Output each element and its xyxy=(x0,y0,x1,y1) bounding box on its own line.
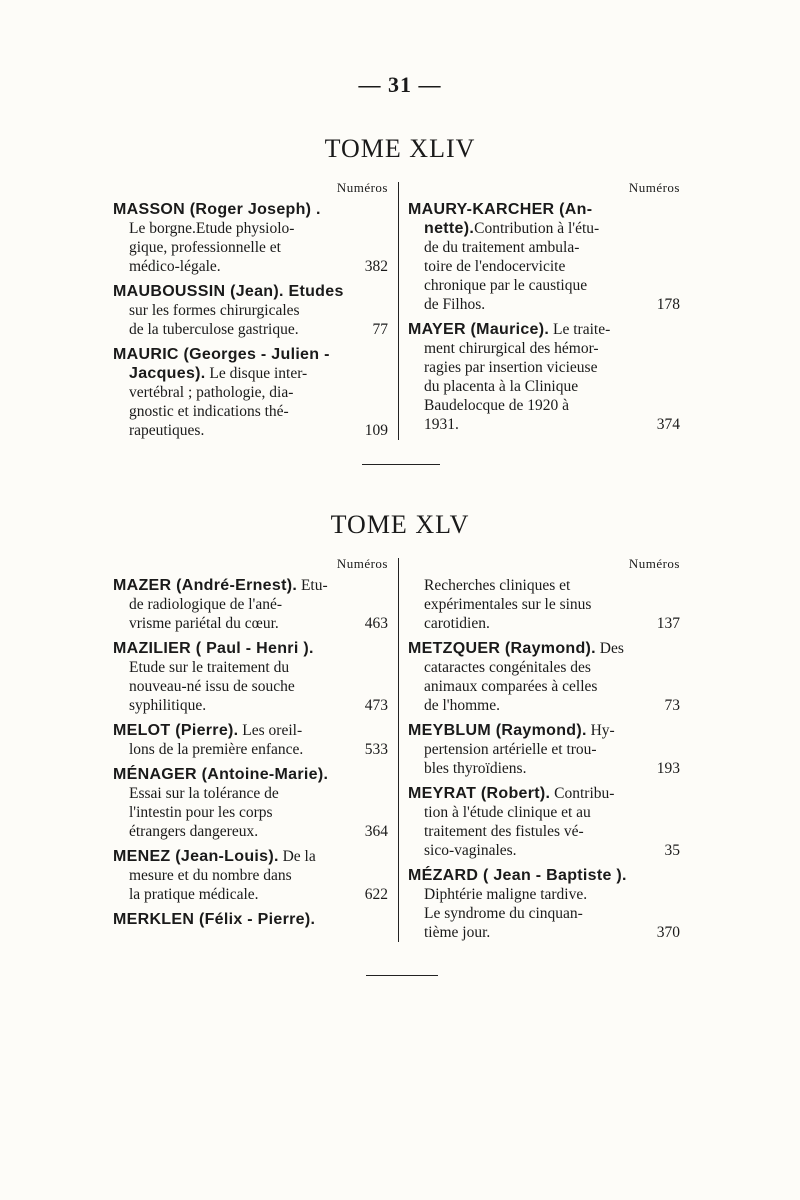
author-name: MEYBLUM (Raymond). xyxy=(408,722,587,739)
issue-number: 364 xyxy=(364,823,388,840)
entry-title-line: chronique par le caustique xyxy=(424,277,588,294)
entry-title-text: Les oreil- xyxy=(238,722,303,739)
entry-title-line: carotidien. xyxy=(424,615,490,632)
entry-title-line: syphilitique. xyxy=(129,697,207,714)
author-name: MENEZ (Jean-Louis). xyxy=(113,848,279,865)
issue-number: 77 xyxy=(372,321,388,338)
index-entry xyxy=(113,910,388,929)
index-entry xyxy=(113,345,388,440)
index-entry xyxy=(113,721,388,759)
entry-title-line: du placenta à la Clinique xyxy=(424,378,579,395)
entry-title-line: lons de la première enfance. xyxy=(129,741,304,758)
issue-number: 533 xyxy=(364,741,388,758)
issue-number: 463 xyxy=(364,615,388,632)
section-rule xyxy=(366,975,438,976)
author-name: MAYER (Maurice). xyxy=(408,321,550,338)
issue-number: 622 xyxy=(364,886,388,903)
entry-title-line: sico-vaginales. xyxy=(424,842,517,859)
entry-title-line: cataractes congénitales des xyxy=(424,659,591,676)
author-name: MÉNAGER (Antoine-Marie). xyxy=(113,766,329,783)
entry-title-line: ragies par insertion vicieuse xyxy=(424,359,598,376)
entry-title-line: animaux comparées à celles xyxy=(424,678,598,695)
entry-title-line: de Filhos. xyxy=(424,296,486,313)
index-entry xyxy=(113,282,388,339)
entry-title-line: Baudelocque de 1920 à xyxy=(424,397,570,414)
issue-number: 193 xyxy=(656,760,680,777)
entry-title-line: tième jour. xyxy=(424,924,491,941)
entry-title-line: pertension artérielle et trou- xyxy=(424,741,597,758)
entry-title-line: expérimentales sur le sinus xyxy=(424,596,592,613)
issue-number: 382 xyxy=(364,258,388,275)
entry-title-line: mesure et du nombre dans xyxy=(129,867,292,884)
entry-title-line: Diphtérie maligne tardive. xyxy=(424,886,588,903)
column-divider xyxy=(398,182,399,440)
issue-number: 370 xyxy=(656,924,680,941)
issue-number: 137 xyxy=(656,615,680,632)
entry-title-line: vertébral ; pathologie, dia- xyxy=(129,384,294,401)
author-name: nette). xyxy=(424,220,475,237)
page-number: — 31 — xyxy=(358,72,442,97)
author-name: MERKLEN (Félix - Pierre). xyxy=(113,911,316,928)
entry-title-line: Recherches cliniques et xyxy=(424,577,571,594)
left-column xyxy=(113,556,388,935)
entry-title-line: de l'homme. xyxy=(424,697,500,714)
author-name: METZQUER (Raymond). xyxy=(408,640,596,657)
index-entry xyxy=(113,639,388,715)
index-entry xyxy=(408,200,680,314)
author-name: MEYRAT (Robert). xyxy=(408,785,551,802)
index-entry xyxy=(113,847,388,904)
entry-title-line: rapeutiques. xyxy=(129,422,205,439)
entry-title-line: bles thyroïdiens. xyxy=(424,760,527,777)
author-name: Jacques). xyxy=(129,365,206,382)
index-entry xyxy=(408,576,680,633)
right-column xyxy=(408,556,680,948)
entry-title-text: Des xyxy=(595,640,624,657)
author-name: MAURIC (Georges - Julien - xyxy=(113,346,330,363)
author-name: MÉZARD ( Jean - Baptiste ). xyxy=(408,867,627,884)
entry-title-line: étrangers dangereux. xyxy=(129,823,259,840)
entry-title-line: l'intestin pour les corps xyxy=(129,804,273,821)
index-entry xyxy=(408,866,680,942)
entry-title-text: Le traite- xyxy=(549,321,611,338)
column-header: Numéros xyxy=(628,556,680,571)
entry-title-text: Contribu- xyxy=(550,785,615,802)
entry-title-line: ment chirurgical des hémor- xyxy=(424,340,599,357)
issue-number: 178 xyxy=(656,296,680,313)
issue-number: 473 xyxy=(364,697,388,714)
entry-title-line: de radiologique de l'ané- xyxy=(129,596,282,613)
entry-title-text: Contribution à l'étu- xyxy=(474,220,600,237)
entry-title-line: Le syndrome du cinquan- xyxy=(424,905,583,922)
tome-title: TOME XLV xyxy=(330,510,470,539)
entry-title-line: 1931. xyxy=(424,416,459,433)
index-entry xyxy=(113,765,388,841)
index-entry xyxy=(408,721,680,778)
entry-title-line: médico-légale. xyxy=(129,258,221,275)
index-entry xyxy=(113,200,388,276)
author-name: MELOT (Pierre). xyxy=(113,722,239,739)
entry-title-line: Essai sur la tolérance de xyxy=(129,785,279,802)
column-header: Numéros xyxy=(336,556,388,571)
author-name: MAZILIER ( Paul - Henri ). xyxy=(113,640,314,657)
tome-title: TOME XLIV xyxy=(324,134,476,163)
entry-title-line: tion à l'étude clinique et au xyxy=(424,804,591,821)
entry-title-line: nouveau-né issu de souche xyxy=(129,678,295,695)
author-name: MAURY-KARCHER (An- xyxy=(408,201,593,218)
issue-number: 35 xyxy=(664,842,680,859)
entry-title-line: de du traitement ambula- xyxy=(424,239,580,256)
entry-title-line: gnostic et indications thé- xyxy=(129,403,289,420)
section-rule xyxy=(362,464,440,465)
index-entry xyxy=(408,784,680,860)
left-column xyxy=(113,180,388,446)
entry-title-line: Etude sur le traitement du xyxy=(129,659,290,676)
entry-title-text: Hy- xyxy=(586,722,615,739)
index-entry xyxy=(113,576,388,633)
entry-title-text: De la xyxy=(278,848,316,865)
right-column xyxy=(408,180,680,440)
author-name: MAZER (André-Ernest). xyxy=(113,577,298,594)
entry-title-line: toire de l'endocervicite xyxy=(424,258,566,275)
entry-title-text: Le disque inter- xyxy=(205,365,308,382)
entry-title-line: traitement des fistules vé- xyxy=(424,823,584,840)
issue-number: 109 xyxy=(364,422,388,439)
issue-number: 374 xyxy=(656,416,680,433)
entry-title-line: sur les formes chirurgicales xyxy=(129,302,300,319)
entry-title-line: vrisme pariétal du cœur. xyxy=(129,615,279,632)
index-entry xyxy=(408,639,680,715)
issue-number: 73 xyxy=(664,697,680,714)
author-name: MASSON (Roger Joseph) . xyxy=(113,201,321,218)
entry-title-text: Etu- xyxy=(297,577,328,594)
column-header: Numéros xyxy=(336,180,388,195)
entry-title-line: gique, professionnelle et xyxy=(129,239,281,256)
column-divider xyxy=(398,558,399,942)
entry-title-line: la pratique médicale. xyxy=(129,886,259,903)
index-entry xyxy=(408,320,680,434)
author-name: MAUBOUSSIN (Jean). Etudes xyxy=(113,283,344,300)
column-header: Numéros xyxy=(628,180,680,195)
entry-title-line: de la tuberculose gastrique. xyxy=(129,321,299,338)
entry-title-line: Le borgne.Etude physiolo- xyxy=(129,220,295,237)
